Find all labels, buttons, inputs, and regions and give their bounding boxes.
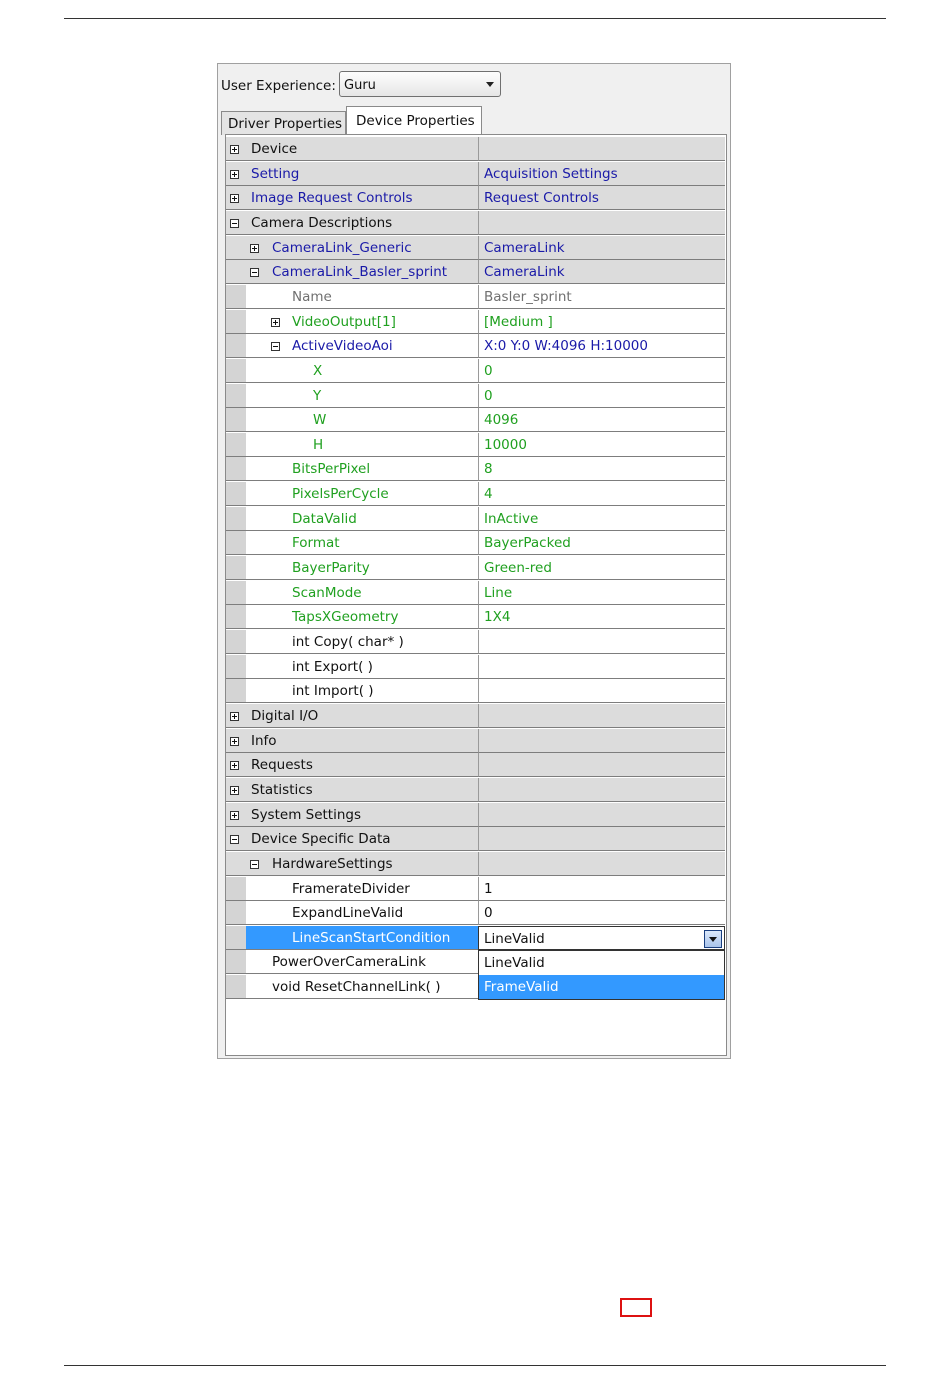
property-value: 10000	[484, 436, 527, 453]
property-name: Statistics	[251, 781, 313, 798]
property-name: HardwareSettings	[272, 855, 393, 872]
property-value: [Medium ]	[484, 313, 553, 330]
property-value-cell[interactable]	[478, 556, 725, 580]
property-value: 0	[484, 905, 493, 922]
row-gutter	[226, 679, 246, 703]
property-name-cell	[246, 285, 478, 309]
property-name: TapsXGeometry	[292, 609, 399, 626]
property-name-cell	[246, 581, 478, 605]
property-value-cell[interactable]	[478, 285, 725, 309]
row-gutter	[226, 901, 246, 925]
property-name-cell	[246, 655, 478, 679]
expand-icon[interactable]	[271, 318, 280, 327]
property-row[interactable]	[226, 260, 726, 284]
property-name-cell	[226, 803, 478, 827]
property-name: H	[313, 436, 324, 453]
property-value-cell[interactable]	[478, 507, 725, 531]
row-gutter	[226, 975, 246, 999]
collapse-icon[interactable]	[230, 835, 239, 844]
property-value-cell[interactable]	[478, 630, 725, 654]
row-gutter	[226, 531, 246, 555]
property-name-cell	[226, 260, 478, 284]
property-row[interactable]	[226, 679, 726, 703]
property-value: 1	[484, 880, 493, 897]
property-name-cell	[246, 605, 478, 629]
property-value-cell[interactable]	[478, 679, 725, 703]
expand-icon[interactable]	[250, 244, 259, 253]
property-value: 8	[484, 461, 493, 478]
property-name: PowerOverCameraLink	[272, 954, 426, 971]
property-value-cell[interactable]	[478, 482, 725, 506]
row-gutter	[226, 605, 246, 629]
row-gutter	[226, 433, 246, 457]
property-row[interactable]	[226, 186, 726, 210]
property-name: Device	[251, 141, 298, 157]
row-gutter	[226, 877, 246, 901]
collapse-icon[interactable]	[250, 860, 259, 869]
expand-icon[interactable]	[230, 786, 239, 795]
property-value-cell[interactable]	[478, 729, 725, 753]
property-row[interactable]	[226, 408, 726, 432]
property-name: ActiveVideoAoi	[292, 338, 393, 355]
row-gutter	[226, 581, 246, 605]
property-value: 0	[484, 362, 493, 379]
property-value: BayerPacked	[484, 535, 571, 552]
properties-panel	[217, 63, 731, 1059]
bottom-rule	[64, 1365, 886, 1366]
property-row[interactable]	[226, 630, 726, 654]
property-name: PixelsPerCycle	[292, 486, 389, 503]
property-value: LineValid	[484, 930, 545, 947]
user-experience-value: Guru	[344, 78, 376, 93]
row-gutter	[226, 950, 246, 974]
property-value-cell[interactable]	[478, 926, 725, 950]
collapse-icon[interactable]	[271, 342, 280, 351]
property-value: CameraLink	[484, 239, 565, 256]
property-value-cell[interactable]	[478, 211, 725, 235]
row-gutter	[226, 359, 246, 383]
property-name-cell	[226, 778, 478, 802]
property-name: BitsPerPixel	[292, 461, 371, 478]
row-gutter	[226, 556, 246, 580]
property-row[interactable]	[226, 457, 726, 481]
property-value-cell[interactable]	[478, 236, 725, 260]
property-value-cell[interactable]	[478, 877, 725, 901]
property-name: Info	[251, 732, 277, 749]
expand-icon[interactable]	[230, 811, 239, 820]
property-value: Acquisition Settings	[484, 165, 618, 182]
property-name-cell	[226, 729, 478, 753]
property-value: 4	[484, 486, 493, 503]
property-row[interactable]	[226, 852, 726, 876]
property-value-cell[interactable]	[478, 457, 725, 481]
property-value-cell[interactable]	[478, 384, 725, 408]
property-row[interactable]	[226, 162, 726, 186]
property-row[interactable]	[226, 334, 726, 358]
row-gutter	[226, 507, 246, 531]
property-name-cell	[226, 186, 478, 210]
property-name: Name	[292, 288, 332, 305]
property-name: Camera Descriptions	[251, 214, 393, 231]
property-row[interactable]	[226, 926, 726, 950]
property-value-cell[interactable]	[478, 852, 725, 876]
property-row[interactable]	[226, 137, 726, 161]
expand-icon[interactable]	[230, 737, 239, 746]
property-value: Line	[484, 584, 513, 601]
property-value-cell[interactable]	[478, 778, 725, 802]
property-name: ExpandLineValid	[292, 905, 404, 922]
row-gutter	[226, 630, 246, 654]
row-gutter	[226, 482, 246, 506]
tab-label: Device Properties	[356, 113, 475, 129]
property-name: int Copy( char* )	[292, 634, 404, 650]
property-name: Y	[313, 387, 322, 404]
property-name-cell	[246, 531, 478, 555]
property-name-cell	[246, 630, 478, 654]
property-name-cell	[246, 926, 478, 950]
property-row[interactable]	[226, 753, 726, 777]
property-name-cell	[246, 507, 478, 531]
property-value-cell[interactable]	[478, 310, 725, 334]
dropdown-option[interactable]: LineValid	[484, 955, 545, 972]
property-value-cell[interactable]	[478, 704, 725, 728]
property-row[interactable]	[226, 384, 726, 408]
property-value: CameraLink	[484, 264, 565, 281]
property-name: X	[313, 362, 323, 379]
property-name-cell	[246, 901, 478, 925]
property-name: CameraLink_Generic	[272, 239, 412, 256]
expand-icon[interactable]	[230, 194, 239, 203]
property-name: LineScanStartCondition	[292, 929, 451, 946]
top-rule	[64, 18, 886, 19]
property-value-cell[interactable]	[478, 137, 725, 161]
row-gutter	[226, 334, 246, 358]
property-value: X:0 Y:0 W:4096 H:10000	[484, 338, 648, 355]
property-row[interactable]	[226, 827, 726, 851]
property-row[interactable]	[226, 211, 726, 235]
property-row[interactable]	[226, 778, 726, 802]
property-name: Setting	[251, 165, 300, 182]
property-name-cell	[246, 482, 478, 506]
property-value-cell[interactable]	[478, 260, 725, 284]
property-value: InActive	[484, 510, 539, 527]
property-name-cell	[246, 384, 478, 408]
property-row[interactable]	[226, 236, 726, 260]
tab-label: Driver Properties	[228, 116, 343, 132]
property-name: CameraLink_Basler_sprint	[272, 264, 448, 281]
property-name: ScanMode	[292, 584, 362, 601]
property-name-cell	[246, 679, 478, 703]
row-gutter	[226, 310, 246, 334]
property-name-cell	[226, 852, 478, 876]
collapse-icon[interactable]	[230, 219, 239, 228]
property-name: Format	[292, 535, 340, 552]
property-name-cell	[246, 359, 478, 383]
property-row[interactable]	[226, 704, 726, 728]
property-value-cell[interactable]	[478, 827, 725, 851]
property-name-cell	[226, 753, 478, 777]
property-value-cell[interactable]	[478, 753, 725, 777]
dropdown-arrow-icon[interactable]	[704, 930, 722, 948]
row-gutter	[226, 926, 246, 950]
property-grid	[225, 134, 727, 1056]
property-name: Requests	[251, 757, 313, 774]
property-value-cell[interactable]	[478, 433, 725, 457]
property-row[interactable]	[226, 605, 726, 629]
property-row[interactable]	[226, 581, 726, 605]
property-value-cell[interactable]	[478, 334, 725, 358]
property-name-cell	[226, 211, 478, 235]
property-row[interactable]	[226, 655, 726, 679]
row-gutter	[226, 408, 246, 432]
property-name: int Import( )	[292, 683, 374, 700]
property-value: 1X4	[484, 609, 511, 626]
property-value: Request Controls	[484, 190, 599, 207]
property-row[interactable]	[226, 482, 726, 506]
property-name-cell	[246, 408, 478, 432]
expand-icon[interactable]	[230, 761, 239, 770]
property-name-cell	[226, 162, 478, 186]
user-experience-label: User Experience:	[221, 78, 336, 94]
red-box-annotation	[620, 1298, 652, 1317]
property-row[interactable]	[226, 310, 726, 334]
expand-icon[interactable]	[230, 712, 239, 721]
property-name-cell	[226, 137, 478, 161]
property-name: DataValid	[292, 510, 357, 527]
property-value-cell[interactable]	[478, 803, 725, 827]
property-value-cell[interactable]	[478, 408, 725, 432]
property-name-cell	[246, 975, 478, 999]
property-value-cell[interactable]	[478, 605, 725, 629]
property-name-cell	[246, 556, 478, 580]
property-name-cell	[226, 827, 478, 851]
user-experience-select[interactable]	[339, 71, 501, 97]
property-value: 0	[484, 387, 493, 404]
property-row[interactable]	[226, 729, 726, 753]
property-row[interactable]	[226, 531, 726, 555]
property-row[interactable]	[226, 359, 726, 383]
property-name: Image Request Controls	[251, 190, 413, 207]
property-value: Green-red	[484, 560, 552, 577]
property-name: Device Specific Data	[251, 831, 391, 848]
property-row[interactable]	[226, 877, 726, 901]
tab-driver-properties[interactable]	[221, 111, 346, 135]
property-name: VideoOutput[1]	[292, 313, 396, 330]
property-value: Basler_sprint	[484, 288, 572, 305]
property-name-cell	[246, 433, 478, 457]
expand-icon[interactable]	[230, 145, 239, 154]
property-value: 4096	[484, 412, 519, 429]
expand-icon[interactable]	[230, 170, 239, 179]
property-name-cell	[246, 310, 478, 334]
property-name: W	[313, 412, 327, 429]
property-name-cell	[246, 877, 478, 901]
property-row[interactable]	[226, 901, 726, 925]
property-name-cell	[226, 236, 478, 260]
property-name-cell	[226, 704, 478, 728]
property-value-cell[interactable]	[478, 162, 725, 186]
property-name: FramerateDivider	[292, 880, 410, 897]
property-name: int Export( )	[292, 658, 373, 675]
collapse-icon[interactable]	[250, 268, 259, 277]
tab-device-properties[interactable]	[346, 106, 482, 136]
property-name: BayerParity	[292, 560, 370, 577]
property-row[interactable]	[226, 507, 726, 531]
row-gutter	[226, 384, 246, 408]
property-value-cell[interactable]	[478, 655, 725, 679]
property-name: System Settings	[251, 806, 362, 823]
property-value-cell[interactable]	[478, 359, 725, 383]
property-row[interactable]	[226, 556, 726, 580]
row-gutter	[226, 655, 246, 679]
property-name: void ResetChannelLink( )	[272, 979, 441, 996]
dropdown-option[interactable]: FrameValid	[479, 975, 724, 999]
property-row[interactable]	[226, 433, 726, 457]
property-name-cell	[246, 457, 478, 481]
property-name: Digital I/O	[251, 707, 319, 724]
property-row[interactable]	[226, 803, 726, 827]
dropdown-list	[478, 950, 725, 1000]
property-value-cell[interactable]	[478, 531, 725, 555]
row-gutter	[226, 285, 246, 309]
property-name-cell	[246, 950, 478, 974]
property-row[interactable]	[226, 285, 726, 309]
property-value-cell[interactable]	[478, 186, 725, 210]
property-name-cell	[246, 334, 478, 358]
property-value-cell[interactable]	[478, 901, 725, 925]
property-value-cell[interactable]	[478, 581, 725, 605]
chevron-down-icon	[486, 82, 494, 87]
row-gutter	[226, 457, 246, 481]
